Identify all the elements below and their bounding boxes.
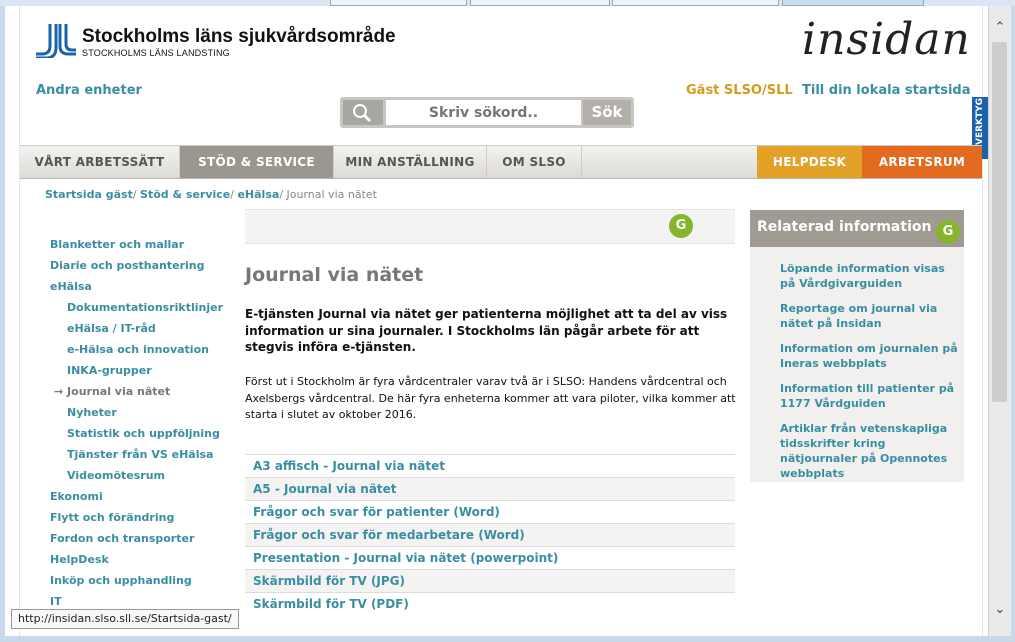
g-badge-icon[interactable]: G [936,220,960,244]
related-link[interactable]: Löpande information visas på Vårdgivarguiden [780,262,945,290]
local-start-link[interactable]: Till din lokala startsida [802,83,971,98]
nav-item-om-slso[interactable]: OM SLSO [487,146,582,178]
article-body: Först ut i Stockholm är fyra vårdcentraler varav två är i SLSO: Handens vårdcentral och Axelsbergs vårdcentral. De här fyra enheterna kommer att vara piloter, vilka kommer att starta i slutet av oktober 2016. [245,375,736,421]
g-badge-icon[interactable]: G [669,214,693,238]
main-nav [20,145,982,179]
vertical-scrollbar[interactable] [988,6,1011,636]
breadcrumb: Startsida gäst/ Stöd & service/ eHälsa/ Journal via nätet [45,188,377,201]
document-link[interactable]: Skärmbild för TV (JPG) [245,569,735,592]
breadcrumb-link[interactable]: eHälsa [237,188,280,201]
guest-user-label[interactable]: Gäst SLSO/SLL [686,83,793,98]
org-subtitle: STOCKHOLMS LÄNS LANDSTING [82,48,230,58]
document-link[interactable]: Frågor och svar för medarbetare (Word) [245,523,735,546]
other-units-link[interactable]: Andra enheter [36,83,142,98]
breadcrumb-link[interactable]: Stöd & service [140,188,231,201]
leftnav-subitem[interactable]: eHälsa / IT-råd [67,322,156,335]
search-button[interactable]: Sök [583,100,631,125]
breadcrumb-current: Journal via nätet [286,188,377,201]
leftnav-item[interactable]: HelpDesk [50,553,109,566]
related-link[interactable]: Information till patienter på 1177 Vårdguiden [780,382,955,410]
article-toolbar [245,209,735,244]
nav-item-stod-service[interactable]: STÖD & SERVICE [180,146,334,178]
insidan-logo[interactable]: insidan [802,14,971,65]
org-name: Stockholms läns sjukvårdsområde [82,26,396,47]
scroll-up-icon[interactable]: ⌃ [994,20,1006,35]
page-title: Journal via nätet [245,264,424,286]
verktyg-label: VERKTYG [975,97,985,145]
leftnav-subitem-current[interactable]: → Journal via nätet [54,385,171,398]
search-icon[interactable] [343,100,383,125]
leftnav-subitem[interactable]: Videomötesrum [67,469,165,482]
scrollbar-thumb[interactable] [992,42,1007,402]
leftnav-subitem[interactable]: e-Hälsa och innovation [67,343,209,356]
leftnav-item[interactable]: Flytt och förändring [50,511,175,524]
nav-item-vart-arbetssatt[interactable]: VÅRT ARBETSSÄTT [20,146,180,178]
leftnav-subitem[interactable]: Tjänster från VS eHälsa [67,448,214,461]
related-link[interactable]: Reportage om journal via nätet på Insidan [780,302,938,330]
status-bar-url: http://insidan.slso.sll.se/Startsida-gast/ [11,609,239,629]
slso-logo-icon [36,24,76,58]
leftnav-item[interactable]: eHälsa [50,280,92,293]
article-lead: E-tjänsten Journal via nätet ger patienterna möjlighet att ta del av viss information ur sina journaler. I Stockholms län pågår arbete för att stegvis införa e-tjänsten. [245,307,728,354]
related-info-heading: Relaterad information [750,210,964,247]
leftnav-subitem[interactable]: INKA-grupper [67,364,152,377]
search-box [340,97,634,128]
document-link[interactable]: Frågor och svar för patienter (Word) [245,500,735,523]
leftnav-subitem[interactable]: Statistik och uppföljning [67,427,220,440]
leftnav-subitem[interactable]: Dokumentationsriktlinjer [67,301,224,314]
breadcrumb-link[interactable]: Startsida gäst [45,188,133,201]
leftnav-item[interactable]: Inköp och upphandling [50,574,192,587]
document-link[interactable]: A3 affisch - Journal via nätet [245,454,735,477]
related-link[interactable]: Artiklar från vetenskapliga tidsskrifter kring nätjournaler på Opennotes webbplats [780,422,948,480]
document-link[interactable]: A5 - Journal via nätet [245,477,735,500]
nav-item-min-anstallning[interactable]: MIN ANSTÄLLNING [334,146,487,178]
leftnav-item[interactable]: Fordon och transporter [50,532,195,545]
site-container [19,6,983,636]
leftnav-item[interactable]: IT [50,595,62,608]
document-link[interactable]: Skärmbild för TV (PDF) [245,592,735,615]
leftnav-item[interactable]: Blanketter och mallar [50,238,185,251]
helpdesk-button[interactable]: HELPDESK [757,146,862,178]
page-viewport [5,6,988,636]
related-link[interactable]: Information om journalen på Ineras webbplats [780,342,958,370]
leftnav-item[interactable]: Ekonomi [50,490,103,503]
leftnav-item[interactable]: Diarie och posthantering [50,259,205,272]
search-input[interactable] [386,100,581,125]
scroll-down-icon[interactable]: ⌄ [994,602,1006,617]
arbetsrum-button[interactable]: ARBETSRUM [862,146,982,178]
related-info-panel [750,210,964,482]
leftnav-subitem[interactable]: Nyheter [67,406,117,419]
document-link[interactable]: Presentation - Journal via nätet (powerpoint) [245,546,735,569]
